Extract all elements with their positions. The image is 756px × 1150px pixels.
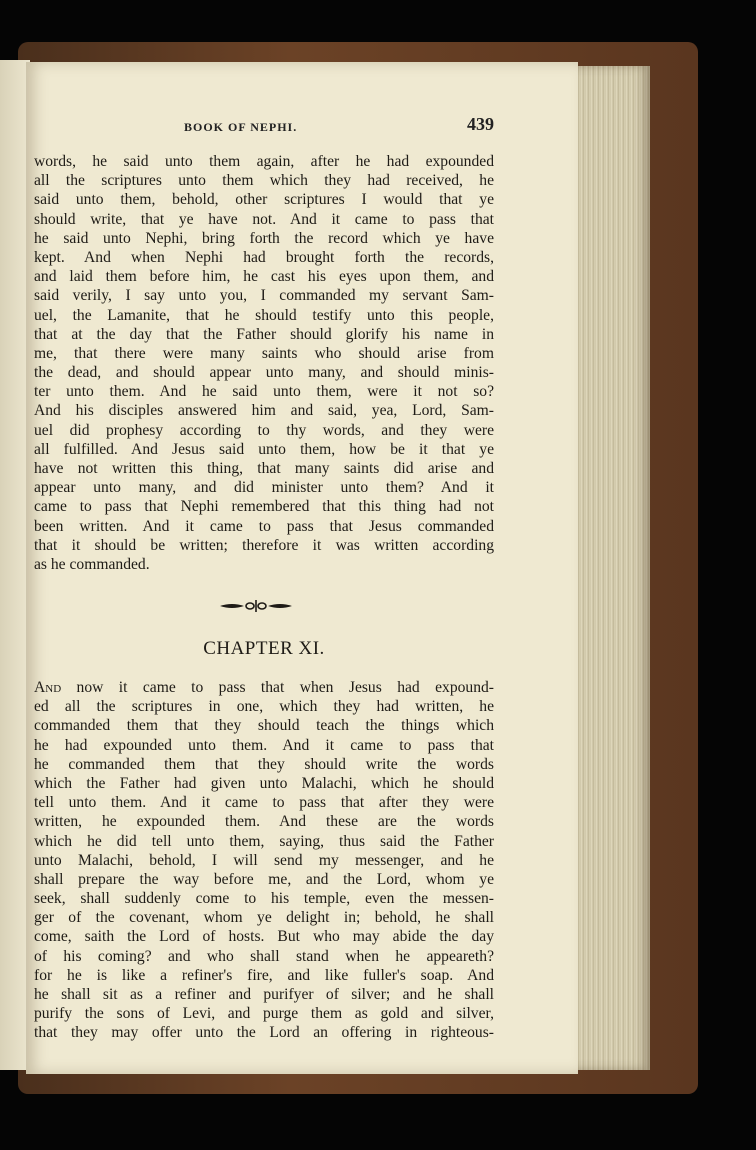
text-line: been written. And it came to pass that Jesus commanded (34, 517, 494, 535)
text-line: uel did prophesy according to thy words, and they were (34, 421, 494, 439)
paragraph-1 (34, 152, 494, 574)
paragraph-2 (34, 678, 494, 1043)
text-line: written, he expounded them. And these are the words (34, 813, 494, 831)
text-line: the dead, and should appear unto many, and should minis- (34, 364, 494, 382)
text-line: of his coming? and who shall stand when he appeareth? (34, 947, 494, 965)
first-line-rest: now it came to pass that when Jesus had expound- (61, 679, 494, 696)
text-line: commanded them that they should teach the things which (34, 717, 494, 735)
text-line: ger of the covenant, whom ye delight in; behold, he shall (34, 909, 494, 927)
text-line: shall prepare the way before me, and the Lord, whom ye (34, 870, 494, 888)
text-line: that at the day that the Father should glorify his name in (34, 325, 494, 343)
running-head: BOOK OF NEPHI. (184, 120, 298, 134)
text-line: all the scriptures unto them which they had received, he (34, 172, 494, 190)
ornament-divider-icon (218, 596, 294, 616)
text-line: me, that there were many saints who should arise from (34, 344, 494, 362)
text-line: come, saith the Lord of hosts. But who may abide the day (34, 928, 494, 946)
text-line: and laid them before him, he cast his eyes upon them, and (34, 268, 494, 286)
text-line: he had expounded unto them. And it came to pass that (34, 736, 494, 754)
text-line: seek, shall suddenly come to his temple, even the messen- (34, 890, 494, 908)
text-line: he commanded them that they should write the words (34, 755, 494, 773)
text-line: which the Father had given unto Malachi, which he should (34, 774, 494, 792)
text-line: that they may offer unto the Lord an offering in righteous- (34, 1024, 494, 1042)
text-line: kept. And when Nephi had brought forth the records, (34, 248, 494, 266)
text-line: came to pass that Nephi remembered that this thing had not (34, 498, 494, 516)
text-line: all fulfilled. And Jesus said unto them, how be it that ye (34, 440, 494, 458)
text-line-first (34, 678, 494, 697)
text-line: said unto them, behold, other scriptures I would that ye (34, 191, 494, 209)
text-line: he said unto Nephi, bring forth the record which ye have (34, 229, 494, 247)
text-line: should write, that ye have not. And it came to pass that (34, 210, 494, 228)
text-line: have not written this thing, that many saints did arise and (34, 460, 494, 477)
page-number: 439 (467, 114, 494, 134)
text-line: that it should be written; therefore it was written according (34, 536, 494, 554)
text-line: as he commanded. (34, 555, 150, 573)
text-line: And his disciples answered him and said, yea, Lord, Sam- (34, 402, 494, 420)
text-line: said verily, I say unto you, I commanded my servant Sam- (34, 287, 494, 305)
text-line: appear unto many, and did minister unto them? And it (34, 479, 494, 497)
text-line: unto Malachi, behold, I will send my messenger, and he (34, 851, 494, 869)
drop-word: And (34, 679, 62, 696)
text-line: tell unto them. And it came to pass that after they were (34, 794, 494, 812)
chapter-heading: CHAPTER XI. (203, 638, 325, 659)
text-line: ed all the scriptures in one, which they had written, he (34, 698, 494, 716)
text-line: purify the sons of Levi, and purge them as gold and silver, (34, 1005, 494, 1023)
text-line: he shall sit as a refiner and purifyer of silver; and he shall (34, 986, 494, 1003)
text-line: which he did tell unto them, saying, thus said the Father (34, 832, 494, 850)
text-line: ter unto them. And he said unto them, were it not so? (34, 383, 494, 401)
page-header (34, 112, 494, 140)
text-line: for he is like a refiner's fire, and like fuller's soap. And (34, 966, 494, 984)
text-line: words, he said unto them again, after he had expounded (34, 153, 494, 170)
text-line: uel, the Lamanite, that he should testify unto this people, (34, 306, 494, 324)
